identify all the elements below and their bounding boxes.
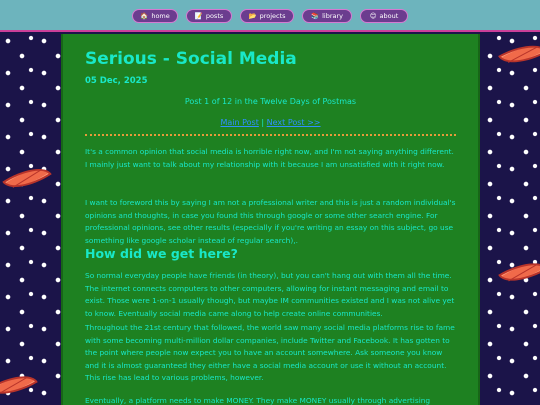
books-icon: 📚 bbox=[310, 11, 320, 20]
next-post-link[interactable]: Next Post >> bbox=[266, 118, 321, 127]
paragraph: Throughout the 21st century that followed, the world saw many social media platforms rise to fame with some becoming multi-million dollar companies, include Twitter and Facebook. It has gotten to the point where people now expect you to have an account somewhere. Ask someone you know and it is almost guaranteed they either have a social media account or use it without an account. This rise has lead to various problems, however. bbox=[85, 323, 455, 382]
nav-home-label: home bbox=[151, 12, 170, 20]
post-series-info: Post 1 of 12 in the Twelve Days of Postmas bbox=[184, 97, 357, 106]
top-navigation-bar bbox=[0, 0, 540, 32]
post-date: 05 Dec, 2025 bbox=[85, 76, 148, 86]
post-navigation bbox=[63, 118, 478, 127]
post-content-panel bbox=[61, 34, 480, 405]
home-icon: 🏠 bbox=[140, 11, 149, 20]
nav-projects-button[interactable] bbox=[240, 9, 294, 23]
main-post-link[interactable]: Main Post bbox=[220, 118, 259, 127]
dotted-divider bbox=[85, 134, 456, 136]
leaf-decoration bbox=[2, 157, 52, 198]
memo-icon: 📝 bbox=[194, 11, 203, 20]
nav-about-label: about bbox=[379, 12, 399, 20]
smile-icon: 😊 bbox=[369, 11, 377, 20]
nav-library-button[interactable] bbox=[302, 9, 352, 23]
leaf-decoration bbox=[0, 365, 38, 405]
nav-projects-label: projects bbox=[259, 12, 286, 20]
paragraph: I want to foreword this by saying I am not a professional writer and this is just a random individual's opinions and thoughts, in case you found this through google or some other search engine. For professional opinions, see other results (especially if you're writing an essay on this subject, go use something like google scholar instead of regular search),. bbox=[85, 198, 456, 245]
nav-posts-button[interactable] bbox=[186, 9, 232, 23]
paragraph: Eventually, a platform needs to make MONEY. They make MONEY usually through advertising bbox=[85, 396, 431, 405]
nav-menu bbox=[0, 9, 540, 23]
leaf-decoration bbox=[498, 34, 540, 73]
leaf-decoration bbox=[498, 252, 540, 292]
nav-about-button[interactable] bbox=[360, 9, 408, 23]
section-heading: How did we get here? bbox=[85, 246, 238, 261]
post-nav-separator: | bbox=[258, 118, 267, 127]
nav-home-button[interactable] bbox=[132, 9, 178, 23]
paragraph: It's a common opinion that social media is horrible right now, and I'm not saying anything different. I mainly just want to talk about my relationship with it because I am unsatisfied with it right now. bbox=[85, 147, 454, 169]
post-title: Serious - Social Media bbox=[85, 49, 297, 69]
nav-posts-label: posts bbox=[205, 12, 224, 20]
folder-icon: 📂 bbox=[248, 11, 257, 20]
nav-library-label: library bbox=[322, 12, 343, 20]
paragraph: So normal everyday people have friends (in theory), but you can't hang out with them all the time. The internet connects computers to other computers, allowing for instant messaging and email to exist. Those were 1-on-1 usually though, but maybe IM communities existed and I was not alive yet to know. Eventually social media came along to help create online communities. bbox=[85, 271, 455, 318]
